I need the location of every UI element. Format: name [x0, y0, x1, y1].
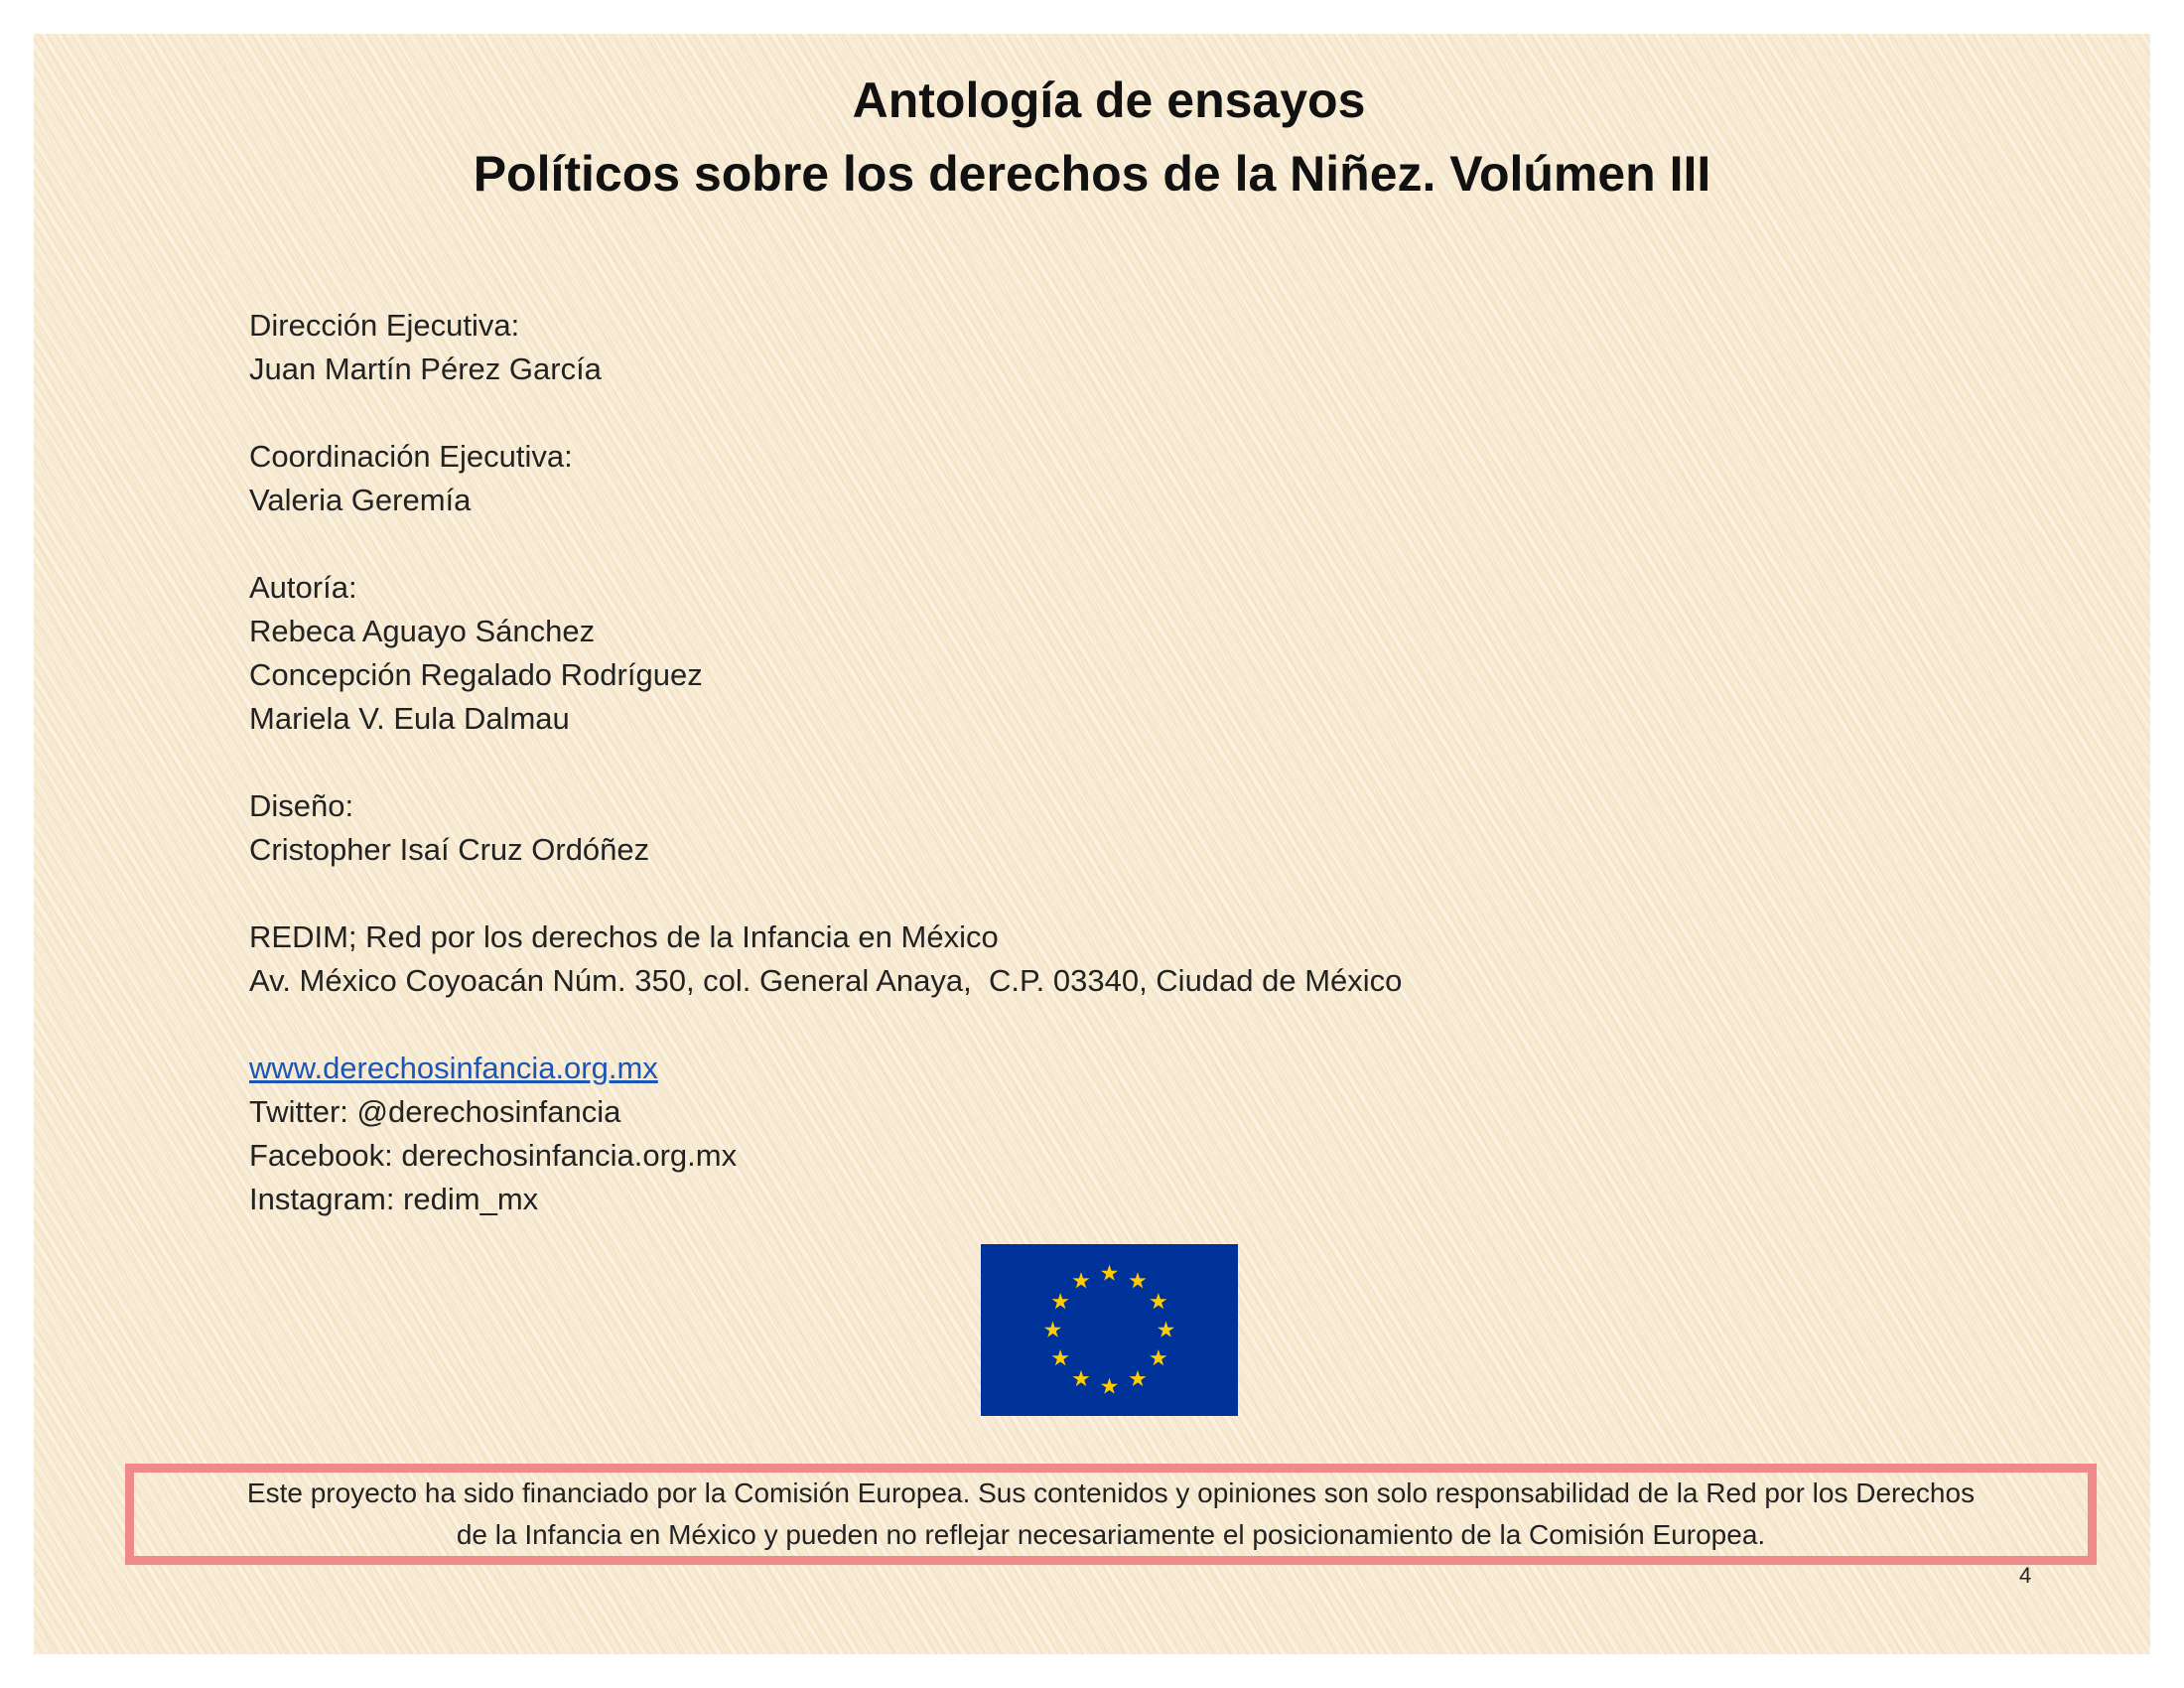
title-line-2: Políticos sobre los derechos de la Niñez. Volúmen III	[473, 146, 1711, 202]
twitter-handle: Twitter: @derechosinfancia	[249, 1094, 621, 1129]
direccion-name: Juan Martín Pérez García	[249, 352, 602, 386]
facebook-handle: Facebook: derechosinfancia.org.mx	[249, 1138, 738, 1173]
org-name: REDIM; Red por los derechos de la Infancia en México	[249, 919, 999, 954]
document-title	[0, 64, 2184, 211]
instagram-handle: Instagram: redim_mx	[249, 1182, 539, 1216]
disclaimer-line-1: Este proyecto ha sido financiado por la Comisión Europea. Sus contenidos y opiniones son solo responsabilidad de la Red por los Derechos	[246, 1477, 1976, 1508]
diseno-label: Diseño:	[249, 788, 354, 823]
autoria-name: Concepción Regalado Rodríguez	[249, 657, 703, 692]
org-address: Av. México Coyoacán Núm. 350, col. General Anaya, C.P. 03340, Ciudad de México	[249, 963, 1403, 998]
direccion-label: Dirección Ejecutiva:	[249, 308, 520, 343]
funding-disclaimer	[125, 1464, 2097, 1565]
coordinacion-label: Coordinación Ejecutiva:	[249, 439, 573, 474]
title-line-1: Antología de ensayos	[852, 72, 1366, 128]
autoria-name: Mariela V. Eula Dalmau	[249, 701, 570, 736]
coordinacion-name: Valeria Geremía	[249, 483, 472, 517]
website-link[interactable]: www.derechosinfancia.org.mx	[249, 1051, 658, 1085]
autoria-name: Rebeca Aguayo Sánchez	[249, 614, 596, 648]
credits-block	[249, 304, 1402, 1221]
diseno-name: Cristopher Isaí Cruz Ordóñez	[249, 832, 650, 867]
autoria-label: Autoría:	[249, 570, 357, 605]
eu-flag-icon	[981, 1244, 1238, 1416]
page-number: 4	[2019, 1563, 2032, 1588]
disclaimer-line-2: de la Infancia en México y pueden no reflejar necesariamente el posicionamiento de la Comisión Europea.	[456, 1519, 1766, 1550]
